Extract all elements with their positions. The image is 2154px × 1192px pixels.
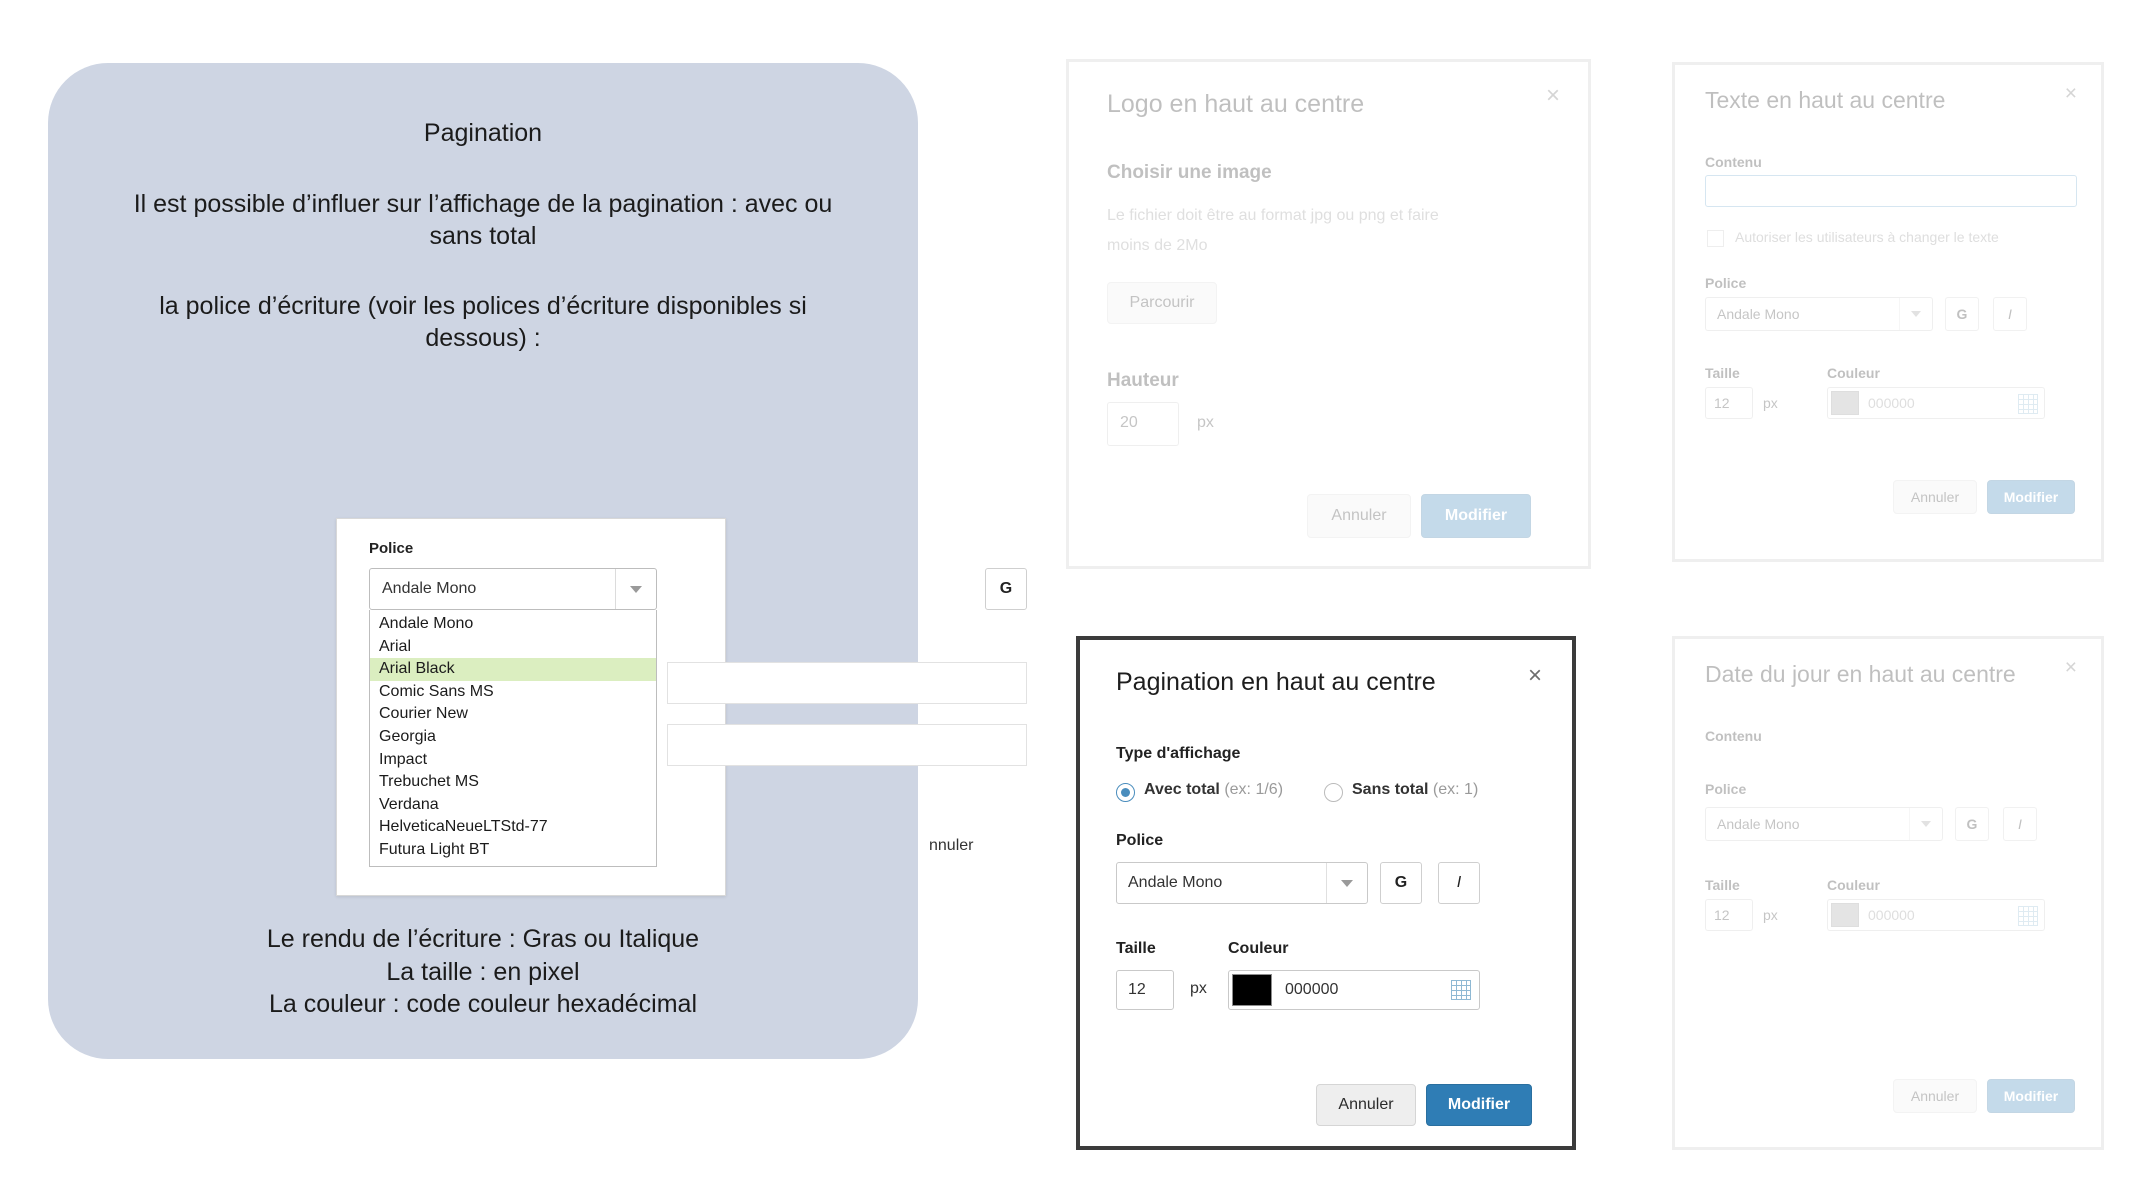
size-input[interactable]	[1705, 387, 1753, 419]
content-label: Contenu	[1705, 154, 1762, 170]
font-label: Police	[1705, 275, 1747, 291]
bold-button[interactable]: G	[1955, 807, 1989, 841]
info-panel	[48, 63, 1013, 1059]
chevron-down-icon[interactable]	[615, 569, 656, 609]
font-select[interactable]	[1705, 807, 1943, 841]
font-inset-cancel-button[interactable]: nnuler	[929, 837, 974, 854]
modal-pagination-top-center[interactable]	[1076, 636, 1576, 1150]
modal-texte-top-center[interactable]	[1672, 62, 2104, 562]
height-input-value: 20	[1120, 414, 1138, 431]
font-dropdown-screenshot	[336, 518, 1013, 896]
color-label: Couleur	[1827, 365, 1880, 381]
list-item[interactable]: Trebuchet MS	[379, 773, 479, 791]
radio-sans-total-label: Sans total	[1352, 781, 1429, 798]
size-unit: px	[1763, 395, 1778, 411]
close-icon[interactable]: ×	[2064, 82, 2077, 105]
height-input[interactable]	[1107, 402, 1179, 446]
size-input-value: 12	[1714, 395, 1730, 411]
submit-button[interactable]: Modifier	[1421, 494, 1531, 538]
size-unit: px	[1190, 980, 1207, 997]
color-picker-icon[interactable]	[2018, 394, 2038, 414]
size-input-value: 12	[1714, 907, 1730, 923]
modal-texte-title: Texte en haut au centre	[1705, 87, 1946, 113]
page-title: Pagination	[423, 119, 543, 147]
font-select-value: Andale Mono	[1128, 874, 1223, 891]
modal-logo-title: Logo en haut au centre	[1107, 90, 1365, 118]
chevron-down-icon[interactable]	[1326, 863, 1367, 903]
italic-button[interactable]: I	[1993, 297, 2027, 331]
color-value: 000000	[1868, 395, 1915, 411]
chevron-down-icon[interactable]	[1899, 298, 1932, 330]
font-inset-bold-button[interactable]: G	[985, 568, 1027, 610]
bold-button[interactable]: G	[1380, 862, 1422, 904]
content-label: Contenu	[1705, 728, 1762, 744]
font-label: Police	[1705, 781, 1747, 797]
size-unit: px	[1763, 907, 1778, 923]
close-icon[interactable]: ×	[2064, 656, 2077, 679]
modal-logo-section-label: Choisir une image	[1107, 162, 1272, 183]
color-picker-icon[interactable]	[1451, 980, 1471, 1000]
modal-date-top-center[interactable]	[1672, 636, 2104, 1150]
info-bottom-lines	[48, 923, 918, 1021]
italic-button[interactable]: I	[1438, 862, 1480, 904]
content-input[interactable]	[1705, 175, 2077, 207]
info-bottom-line-1: Le rendu de l’écriture : Gras ou Italique	[266, 925, 700, 953]
cancel-button[interactable]: Annuler	[1307, 494, 1411, 538]
radio-avec-total-label: Avec total	[1144, 781, 1220, 798]
list-item[interactable]: Georgia	[379, 727, 436, 745]
bold-button[interactable]: G	[1945, 297, 1979, 331]
size-label: Taille	[1705, 877, 1740, 893]
font-inset-select[interactable]	[369, 568, 657, 610]
color-swatch[interactable]	[1232, 974, 1272, 1006]
color-input[interactable]	[1827, 899, 2045, 931]
size-input[interactable]	[1116, 970, 1174, 1010]
size-label: Taille	[1705, 365, 1740, 381]
submit-button[interactable]: Modifier	[1987, 1079, 2075, 1113]
radio-avec-total-labels	[1144, 781, 1283, 799]
radio-avec-total[interactable]	[1116, 783, 1135, 802]
font-inset-selected-value: Andale Mono	[382, 580, 477, 597]
modal-date-title: Date du jour en haut au centre	[1705, 661, 2016, 687]
info-paragraph-2: la police d’écriture (voir les polices d’écriture disponibles si dessous) :	[159, 292, 807, 352]
allow-users-checkbox[interactable]	[1707, 230, 1724, 247]
font-label: Police	[1116, 832, 1164, 849]
font-inset-field-1[interactable]	[667, 662, 1027, 704]
color-swatch[interactable]	[1831, 391, 1859, 415]
radio-avec-total-hint: (ex: 1/6)	[1224, 781, 1284, 798]
allow-users-checkbox-label: Autoriser les utilisateurs à changer le texte	[1735, 229, 1999, 245]
color-input[interactable]	[1827, 387, 2045, 419]
size-input[interactable]	[1705, 899, 1753, 931]
color-picker-icon[interactable]	[2018, 906, 2038, 926]
display-type-label: Type d'affichage	[1116, 745, 1241, 762]
chevron-down-icon[interactable]	[1909, 808, 1942, 840]
cancel-button[interactable]: Annuler	[1893, 1079, 1977, 1113]
info-bottom-line-2: La taille : en pixel	[386, 957, 580, 986]
color-input[interactable]	[1228, 970, 1480, 1010]
font-inset-field-2[interactable]	[667, 724, 1027, 766]
modal-logo-hint-line-2: moins de 2Mo	[1107, 237, 1208, 254]
list-item[interactable]: Andale Mono	[379, 615, 474, 632]
list-item[interactable]: Arial Black	[370, 658, 656, 681]
font-inset-option-list[interactable]	[369, 610, 657, 867]
color-label: Couleur	[1228, 940, 1289, 957]
list-item[interactable]: Impact	[379, 750, 428, 768]
font-select[interactable]	[1116, 862, 1368, 904]
color-value: 000000	[1285, 981, 1339, 998]
cancel-button[interactable]: Annuler	[1316, 1084, 1416, 1126]
list-item[interactable]: Comic Sans MS	[379, 682, 494, 700]
color-swatch[interactable]	[1831, 903, 1859, 927]
size-label: Taille	[1116, 940, 1156, 957]
color-value: 000000	[1868, 907, 1915, 923]
info-paragraph-1: Il est possible d’influer sur l’affichage de la pagination : avec ou sans total	[133, 190, 833, 250]
font-select[interactable]	[1705, 297, 1933, 331]
radio-sans-total[interactable]	[1324, 783, 1343, 802]
radio-sans-total-hint: (ex: 1)	[1432, 781, 1479, 798]
font-select-value: Andale Mono	[1717, 306, 1800, 322]
list-item[interactable]: Courier New	[379, 705, 468, 723]
modal-logo-height-label: Hauteur	[1107, 370, 1179, 391]
submit-button[interactable]: Modifier	[1987, 480, 2075, 514]
modal-pagination-title: Pagination en haut au centre	[1116, 668, 1436, 696]
close-icon[interactable]: ×	[1527, 662, 1542, 689]
radio-sans-total-labels	[1352, 781, 1478, 799]
info-bottom-line-3: La couleur : code couleur hexadécimal	[268, 990, 698, 1018]
modal-logo-top-center[interactable]	[1066, 59, 1591, 569]
cancel-button[interactable]: Annuler	[1893, 480, 1977, 514]
font-select-value: Andale Mono	[1717, 816, 1800, 832]
modal-logo-hint-line-1: Le fichier doit être au format jpg ou png et faire	[1107, 207, 1439, 224]
height-unit: px	[1197, 414, 1214, 431]
italic-button[interactable]: I	[2003, 807, 2037, 841]
font-inset-label: Police	[369, 540, 414, 557]
list-item[interactable]: HelveticaNeueLTStd-77	[379, 818, 548, 836]
size-input-value: 12	[1128, 981, 1146, 998]
browse-button[interactable]: Parcourir	[1107, 282, 1217, 324]
list-item[interactable]: Verdana	[379, 795, 439, 813]
list-item[interactable]: Futura Light BT	[379, 840, 490, 858]
color-label: Couleur	[1827, 877, 1880, 893]
submit-button[interactable]: Modifier	[1426, 1084, 1532, 1126]
close-icon[interactable]: ×	[1545, 82, 1560, 109]
list-item[interactable]: Arial	[379, 637, 412, 655]
